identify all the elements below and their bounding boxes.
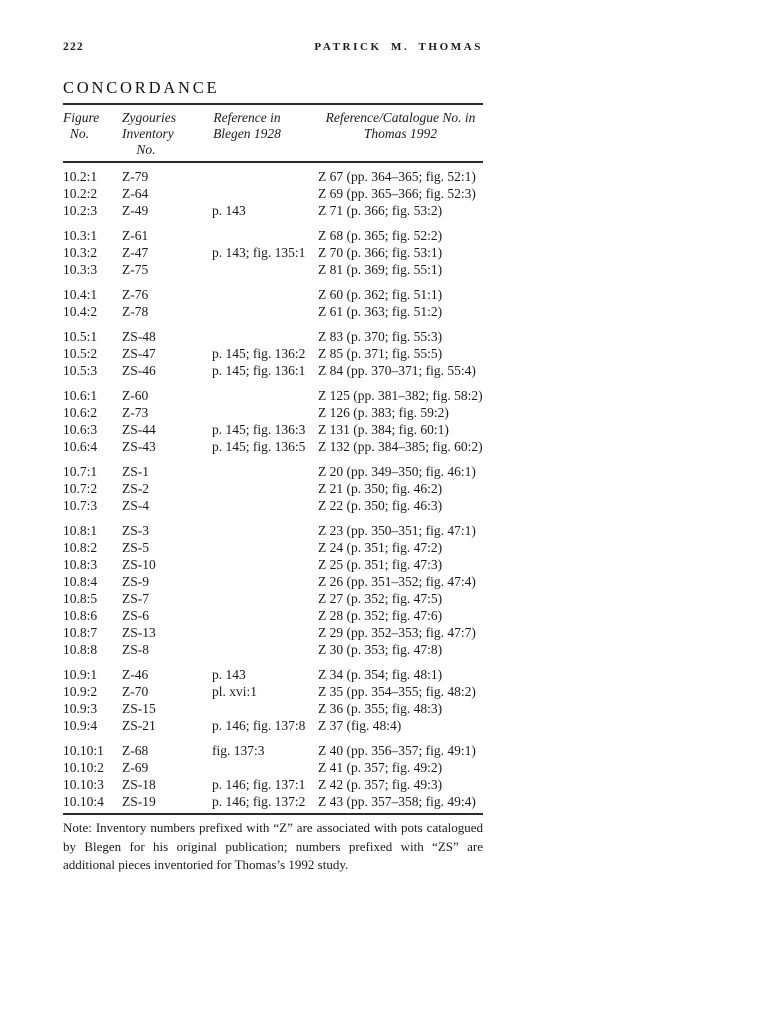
cell-blegen-ref <box>212 573 318 590</box>
cell-blegen-ref: p. 143; fig. 135:1 <box>212 245 306 260</box>
cell-blegen-ref <box>212 261 318 278</box>
cell-blegen-ref <box>212 539 318 556</box>
cell-thomas-ref: Z 40 (pp. 356–357; fig. 49:1) <box>318 743 476 758</box>
row-group <box>63 742 483 810</box>
cell-thomas-ref: Z 41 (p. 357; fig. 49:2) <box>318 760 443 775</box>
cell-blegen-ref: p. 146; fig. 137:1 <box>212 777 306 792</box>
cell-figure-no: 10.6:1 <box>63 388 98 403</box>
cell-blegen-ref <box>212 497 318 514</box>
cell-thomas-ref: Z 60 (p. 362; fig. 51:1) <box>318 287 443 302</box>
table-row <box>63 286 483 303</box>
cell-blegen-ref <box>212 168 318 185</box>
cell-figure-no: 10.9:4 <box>63 718 98 733</box>
cell-blegen-ref <box>212 185 318 202</box>
table-row <box>63 776 483 793</box>
cell-blegen-ref <box>212 641 318 658</box>
cell-thomas-ref: Z 83 (p. 370; fig. 55:3) <box>318 329 443 344</box>
cell-thomas-ref: Z 71 (p. 366; fig. 53:2) <box>318 203 443 218</box>
cell-thomas-ref: Z 34 (p. 354; fig. 48:1) <box>318 667 443 682</box>
cell-figure-no: 10.6:4 <box>63 439 98 454</box>
cell-figure-no: 10.4:2 <box>63 304 98 319</box>
running-header <box>63 41 483 55</box>
row-group <box>63 328 483 379</box>
cell-inventory-no: ZS-9 <box>122 574 149 589</box>
column-header-line: Zygouries <box>122 110 176 125</box>
cell-inventory-no: Z-73 <box>122 405 149 420</box>
cell-figure-no: 10.9:2 <box>63 684 98 699</box>
row-group <box>63 227 483 278</box>
cell-figure-no: 10.4:1 <box>63 287 98 302</box>
cell-thomas-ref: Z 126 (p. 383; fig. 59:2) <box>318 405 449 420</box>
cell-blegen-ref <box>212 463 318 480</box>
table-row <box>63 759 483 776</box>
cell-inventory-no: ZS-8 <box>122 642 149 657</box>
cell-blegen-ref <box>212 328 318 345</box>
table-row <box>63 497 483 514</box>
table-row <box>63 244 483 261</box>
cell-inventory-no: Z-69 <box>122 760 149 775</box>
cell-blegen-ref <box>212 607 318 624</box>
table-row <box>63 624 483 641</box>
table-row <box>63 641 483 658</box>
cell-figure-no: 10.7:2 <box>63 481 98 496</box>
table-body <box>63 163 483 813</box>
table-row <box>63 556 483 573</box>
column-header-line: Figure <box>63 110 100 125</box>
cell-thomas-ref: Z 37 (fig. 48:4) <box>318 718 402 733</box>
cell-thomas-ref: Z 67 (pp. 364–365; fig. 52:1) <box>318 169 476 184</box>
cell-figure-no: 10.5:2 <box>63 346 98 361</box>
cell-thomas-ref: Z 43 (pp. 357–358; fig. 49:4) <box>318 794 476 809</box>
page-number: 222 <box>63 41 84 53</box>
row-group <box>63 387 483 455</box>
page-title: CONCORDANCE <box>63 78 220 97</box>
cell-inventory-no: ZS-18 <box>122 777 156 792</box>
cell-inventory-no: Z-61 <box>122 228 149 243</box>
cell-thomas-ref: Z 125 (pp. 381–382; fig. 58:2) <box>318 388 483 403</box>
cell-thomas-ref: Z 131 (p. 384; fig. 60:1) <box>318 422 449 437</box>
table-header-row <box>63 105 483 161</box>
column-header-line: Reference/Catalogue No. in <box>325 110 476 125</box>
row-group <box>63 168 483 219</box>
table-row <box>63 607 483 624</box>
cell-blegen-ref <box>212 404 318 421</box>
cell-blegen-ref <box>212 624 318 641</box>
cell-thomas-ref: Z 85 (p. 371; fig. 55:5) <box>318 346 443 361</box>
cell-blegen-ref <box>212 227 318 244</box>
cell-figure-no: 10.2:2 <box>63 186 98 201</box>
cell-figure-no: 10.8:2 <box>63 540 98 555</box>
cell-figure-no: 10.9:3 <box>63 701 98 716</box>
column-header-line: No. <box>69 126 90 141</box>
cell-blegen-ref: p. 145; fig. 136:3 <box>212 422 306 437</box>
cell-thomas-ref: Z 23 (pp. 350–351; fig. 47:1) <box>318 523 476 538</box>
cell-blegen-ref: p. 143 <box>212 667 246 682</box>
cell-thomas-ref: Z 24 (p. 351; fig. 47:2) <box>318 540 443 555</box>
table-row <box>63 404 483 421</box>
cell-blegen-ref: p. 146; fig. 137:8 <box>212 718 306 733</box>
table-note: Note: Inventory numbers prefixed with “Z” are associated with pots catalogued by Blegen for his original publication; numbers prefixed with “ZS” are additional pieces inventoried for Thomas’s 1992 study. <box>63 820 483 872</box>
cell-blegen-ref <box>212 556 318 573</box>
cell-thomas-ref: Z 132 (pp. 384–385; fig. 60:2) <box>318 439 483 454</box>
cell-inventory-no: ZS-2 <box>122 481 149 496</box>
cell-blegen-ref <box>212 590 318 607</box>
cell-inventory-no: ZS-1 <box>122 464 149 479</box>
cell-inventory-no: ZS-47 <box>122 346 156 361</box>
cell-thomas-ref: Z 28 (p. 352; fig. 47:6) <box>318 608 443 623</box>
cell-inventory-no: Z-60 <box>122 388 149 403</box>
cell-thomas-ref: Z 36 (p. 355; fig. 48:3) <box>318 701 443 716</box>
cell-inventory-no: ZS-21 <box>122 718 156 733</box>
cell-figure-no: 10.3:1 <box>63 228 98 243</box>
cell-thomas-ref: Z 21 (p. 350; fig. 46:2) <box>318 481 443 496</box>
table-row <box>63 793 483 810</box>
cell-inventory-no: ZS-48 <box>122 329 156 344</box>
table-row <box>63 539 483 556</box>
cell-blegen-ref <box>212 286 318 303</box>
cell-inventory-no: Z-68 <box>122 743 149 758</box>
table-row <box>63 328 483 345</box>
column-header-line: Reference in <box>213 110 281 125</box>
cell-inventory-no: ZS-43 <box>122 439 156 454</box>
cell-inventory-no: ZS-10 <box>122 557 156 572</box>
table-row <box>63 387 483 404</box>
cell-thomas-ref: Z 42 (p. 357; fig. 49:3) <box>318 777 443 792</box>
column-header-blegen-ref <box>212 110 318 158</box>
cell-figure-no: 10.8:4 <box>63 574 98 589</box>
cell-thomas-ref: Z 69 (pp. 365–366; fig. 52:3) <box>318 186 476 201</box>
cell-inventory-no: ZS-15 <box>122 701 156 716</box>
cell-figure-no: 10.5:3 <box>63 363 98 378</box>
cell-inventory-no: Z-78 <box>122 304 149 319</box>
cell-inventory-no: ZS-46 <box>122 363 156 378</box>
running-head-author: PATRICK M. THOMAS <box>314 41 483 53</box>
cell-figure-no: 10.5:1 <box>63 329 98 344</box>
cell-figure-no: 10.3:3 <box>63 262 98 277</box>
cell-inventory-no: Z-49 <box>122 203 149 218</box>
table-row <box>63 742 483 759</box>
table-row <box>63 717 483 734</box>
table-row <box>63 666 483 683</box>
cell-blegen-ref: p. 145; fig. 136:5 <box>212 439 306 454</box>
cell-figure-no: 10.10:2 <box>63 760 104 775</box>
cell-figure-no: 10.8:5 <box>63 591 98 606</box>
page-content <box>63 0 483 875</box>
cell-blegen-ref: p. 145; fig. 136:1 <box>212 363 306 378</box>
table-row <box>63 480 483 497</box>
column-header-line: Blegen 1928 <box>213 126 281 141</box>
table-row <box>63 463 483 480</box>
cell-inventory-no: ZS-3 <box>122 523 149 538</box>
cell-figure-no: 10.3:2 <box>63 245 98 260</box>
cell-figure-no: 10.7:1 <box>63 464 98 479</box>
table-bottom-rule <box>63 813 483 815</box>
cell-thomas-ref: Z 29 (pp. 352–353; fig. 47:7) <box>318 625 476 640</box>
cell-inventory-no: Z-75 <box>122 262 149 277</box>
cell-thomas-ref: Z 27 (p. 352; fig. 47:5) <box>318 591 443 606</box>
table-row <box>63 185 483 202</box>
cell-figure-no: 10.8:8 <box>63 642 98 657</box>
cell-thomas-ref: Z 70 (p. 366; fig. 53:1) <box>318 245 443 260</box>
cell-figure-no: 10.8:7 <box>63 625 98 640</box>
cell-thomas-ref: Z 25 (p. 351; fig. 47:3) <box>318 557 443 572</box>
cell-blegen-ref: fig. 137:3 <box>212 743 265 758</box>
table-row <box>63 683 483 700</box>
row-group <box>63 463 483 514</box>
cell-inventory-no: ZS-19 <box>122 794 156 809</box>
cell-inventory-no: ZS-6 <box>122 608 149 623</box>
cell-figure-no: 10.6:3 <box>63 422 98 437</box>
table-row <box>63 227 483 244</box>
cell-inventory-no: Z-76 <box>122 287 149 302</box>
cell-thomas-ref: Z 61 (p. 363; fig. 51:2) <box>318 304 443 319</box>
cell-inventory-no: ZS-4 <box>122 498 149 513</box>
cell-blegen-ref: p. 145; fig. 136:2 <box>212 346 306 361</box>
table-row <box>63 421 483 438</box>
cell-thomas-ref: Z 26 (pp. 351–352; fig. 47:4) <box>318 574 476 589</box>
cell-inventory-no: ZS-5 <box>122 540 149 555</box>
cell-thomas-ref: Z 35 (pp. 354–355; fig. 48:2) <box>318 684 476 699</box>
cell-figure-no: 10.2:1 <box>63 169 98 184</box>
cell-thomas-ref: Z 81 (p. 369; fig. 55:1) <box>318 262 443 277</box>
table-row <box>63 168 483 185</box>
cell-blegen-ref: pl. xvi:1 <box>212 684 258 699</box>
cell-blegen-ref <box>212 522 318 539</box>
cell-figure-no: 10.8:6 <box>63 608 98 623</box>
table-row <box>63 522 483 539</box>
cell-figure-no: 10.2:3 <box>63 203 98 218</box>
table-row <box>63 573 483 590</box>
column-header-line: Thomas 1992 <box>363 126 438 141</box>
cell-figure-no: 10.6:2 <box>63 405 98 420</box>
cell-inventory-no: Z-46 <box>122 667 149 682</box>
cell-inventory-no: Z-70 <box>122 684 149 699</box>
cell-inventory-no: ZS-44 <box>122 422 156 437</box>
cell-figure-no: 10.9:1 <box>63 667 98 682</box>
table-row <box>63 261 483 278</box>
row-group <box>63 286 483 320</box>
column-header-line: Inventory No. <box>122 126 174 157</box>
table-row <box>63 303 483 320</box>
cell-inventory-no: Z-64 <box>122 186 149 201</box>
cell-inventory-no: Z-79 <box>122 169 149 184</box>
cell-thomas-ref: Z 20 (pp. 349–350; fig. 46:1) <box>318 464 476 479</box>
cell-blegen-ref <box>212 480 318 497</box>
cell-blegen-ref: p. 146; fig. 137:2 <box>212 794 306 809</box>
cell-blegen-ref <box>212 700 318 717</box>
cell-blegen-ref <box>212 387 318 404</box>
table-row <box>63 438 483 455</box>
cell-blegen-ref: p. 143 <box>212 203 246 218</box>
cell-blegen-ref <box>212 759 318 776</box>
cell-thomas-ref: Z 30 (p. 353; fig. 47:8) <box>318 642 443 657</box>
cell-inventory-no: ZS-13 <box>122 625 156 640</box>
cell-figure-no: 10.10:4 <box>63 794 104 809</box>
cell-inventory-no: ZS-7 <box>122 591 149 606</box>
cell-figure-no: 10.10:1 <box>63 743 104 758</box>
cell-figure-no: 10.8:1 <box>63 523 98 538</box>
cell-figure-no: 10.7:3 <box>63 498 98 513</box>
row-group <box>63 666 483 734</box>
table-row <box>63 590 483 607</box>
cell-inventory-no: Z-47 <box>122 245 149 260</box>
row-group <box>63 522 483 658</box>
column-header-figure-no <box>63 110 122 158</box>
table-row <box>63 362 483 379</box>
table-row <box>63 345 483 362</box>
cell-thomas-ref: Z 84 (pp. 370–371; fig. 55:4) <box>318 363 476 378</box>
table-row <box>63 202 483 219</box>
cell-figure-no: 10.10:3 <box>63 777 104 792</box>
column-header-thomas-ref <box>318 110 483 158</box>
cell-thomas-ref: Z 68 (p. 365; fig. 52:2) <box>318 228 443 243</box>
table-row <box>63 700 483 717</box>
cell-thomas-ref: Z 22 (p. 350; fig. 46:3) <box>318 498 443 513</box>
column-header-inventory-no <box>122 110 212 158</box>
cell-blegen-ref <box>212 303 318 320</box>
cell-figure-no: 10.8:3 <box>63 557 98 572</box>
